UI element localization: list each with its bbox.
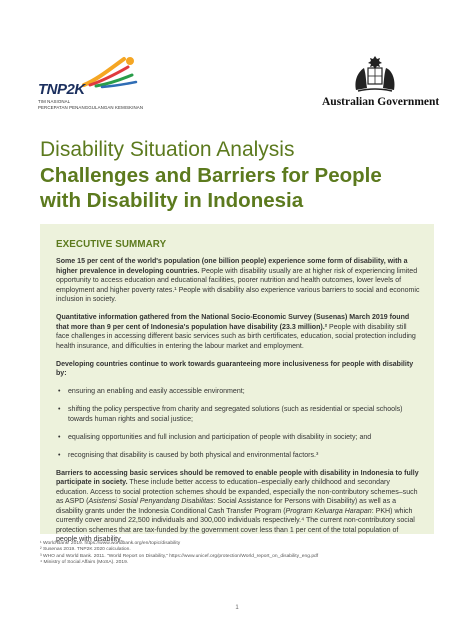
title-line-2: Challenges and Barriers for People (40, 164, 382, 187)
footnote: ⁴ Ministry of Social Affairs (MoSA). 2019. (40, 560, 129, 566)
tnp2k-swoosh-icon (80, 55, 140, 89)
executive-summary-body (56, 257, 420, 553)
summary-paragraph-4 (56, 469, 420, 545)
summary-paragraph-2-text: People with disability still face challenges in accessing different basic services such as birth certificates, education, social protection including health insurance, and difficulties in entering the labour market and employment. (56, 323, 416, 350)
title-line-1: Disability Situation Analysis (40, 138, 295, 161)
australian-coat-of-arms-icon (350, 52, 400, 94)
summary-paragraph-4-text-a: These include better access to education–especially early childhood and secondary education. Access to social protection schemes should be expanded, especially the non-contributory schemes–such as ASPD ( (56, 479, 418, 505)
executive-summary-heading: EXECUTIVE SUMMARY (56, 239, 167, 250)
tnp2k-subtitle-line2: PERCEPATAN PENANGGULANGAN KEMISKINAN (38, 105, 144, 110)
bullet-item: • equalising opportunities and full inclusion and participation of people with disability in society; and (56, 433, 420, 443)
bullet-item: • recognising that disability is caused by both physical and environmental factors.³ (56, 451, 420, 461)
bullet-item: • shifting the policy perspective from charity and segregated solutions (such as residential or special schools) towards human rights and social justice; (56, 405, 420, 424)
title-line-3: with Disability in Indonesia (40, 189, 304, 212)
summary-paragraph-3-bold: Developing countries continue to work towards guaranteeing more inclusiveness for people with disability by: (56, 360, 414, 377)
footnote: ¹ World Bank. 2019. https://www.worldbank.org/en/topic/disability (40, 541, 181, 546)
tnp2k-wordmark: TNP2K (38, 81, 85, 98)
summary-bullet-list (56, 387, 420, 460)
page-number: 1 (235, 605, 239, 611)
summary-paragraph-2 (56, 313, 420, 351)
footnote: ² Susenas 2019. TNP2K 2020 calculation. (40, 547, 131, 553)
summary-paragraph-2-bold: Quantitative information gathered from the National Socio-Economic Survey (Susenas) March 2019 found that more than 9 per cent of Indonesia's population have disability (23.3 million).² (56, 314, 410, 331)
tnp2k-subtitle-line1: TIM NASIONAL (38, 99, 71, 104)
summary-paragraph-3 (56, 360, 420, 379)
summary-paragraph-4-italic-1: Asistensi Sosial Penyandang Disabilitas (88, 498, 214, 505)
summary-paragraph-4-bold: Barriers to accessing basic services should be removed to enable people with disability in Indonesia to fully participate in society. (56, 469, 419, 486)
summary-paragraph-1-text: People with disability usually are at higher risk of experiencing limited opportunity to access education and educational facilities, poorer nutrition and health outcomes, lower levels of employment and higher poverty rates.¹ People with disability also experience various barriers to social and economic inclusion in society. (56, 267, 420, 303)
footnote: ³ WHO and World Bank. 2011. "World Report on Disability," https://www.unicef.org/protection/World_report_on_disability_eng.pdf (40, 553, 319, 559)
page-header (0, 0, 474, 120)
summary-paragraph-1-bold: Some 15 per cent of the world's population (one billion people) experience some form of disability, with a higher prevalence in developing countries. (56, 258, 408, 275)
summary-paragraph-4-text-c: : PKH) which currently cover around 22,500 individuals and 300,000 individuals respectively.⁴ The current non-contributory social protection schemes that are tax-funded by the government cover less than 1 per cent of the total population of people with disability. (56, 507, 415, 543)
footnotes (40, 541, 460, 567)
executive-summary-box (40, 224, 434, 543)
summary-paragraph-4-italic-2: Program Keluarga Harapan (285, 507, 372, 515)
bullet-item: • ensuring an enabling and easily accessible environment; (56, 387, 420, 397)
summary-paragraph-1 (56, 257, 420, 305)
document-title (40, 137, 450, 213)
summary-paragraph-4-text-b: : Social Assistance for Persons with Disability) as well as a disability grants under the Indonesia Conditional Cash Transfer Program ( (56, 498, 396, 515)
australian-government-wordmark: Australian Government (322, 96, 440, 108)
tnp2k-logo (38, 55, 148, 115)
